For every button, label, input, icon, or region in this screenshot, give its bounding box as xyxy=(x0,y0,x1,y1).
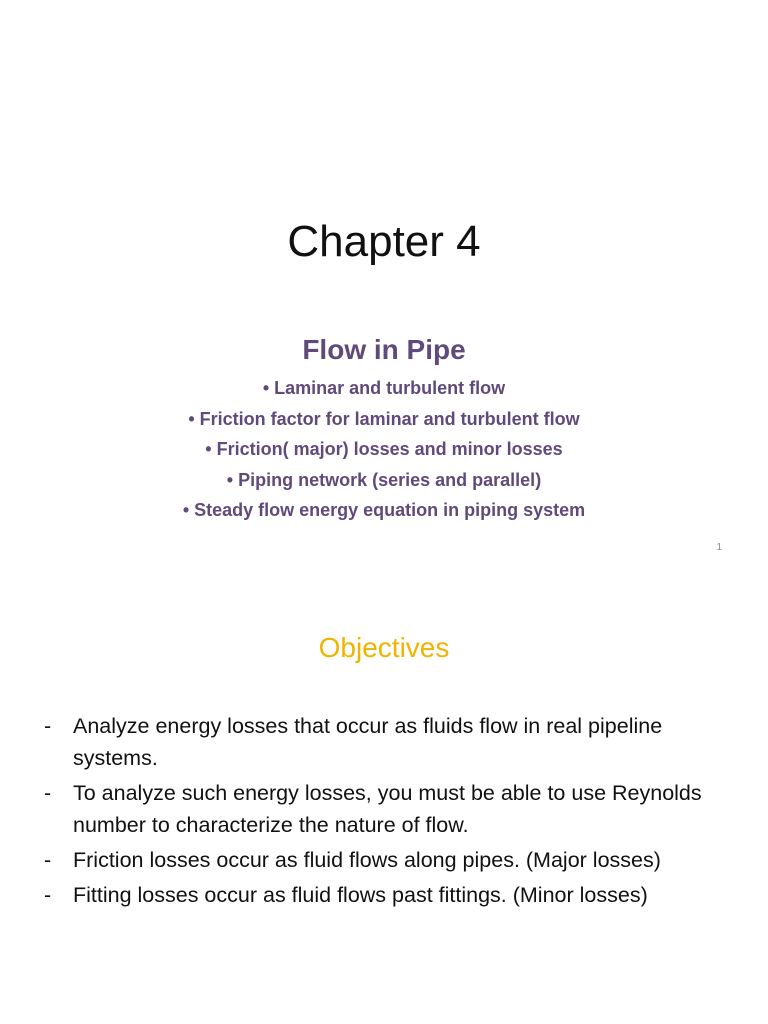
page-number: 1 xyxy=(716,542,722,553)
objectives-title: Objectives xyxy=(318,632,450,663)
dash-bullet: - xyxy=(44,781,52,805)
dash-bullet: - xyxy=(44,883,52,907)
slide-subtitle: Flow in Pipe xyxy=(302,334,466,365)
objective-item xyxy=(44,879,734,911)
topic-list xyxy=(0,373,768,526)
dash-bullet: - xyxy=(44,848,52,872)
objective-item xyxy=(44,710,734,774)
topic-item: • Steady flow energy equation in piping system xyxy=(182,500,586,520)
objective-text: Fitting losses occur as fluid flows past fittings. (Minor losses) xyxy=(73,883,648,907)
chapter-title: Chapter 4 xyxy=(287,217,481,266)
topic-item: • Piping network (series and parallel) xyxy=(226,469,542,490)
topic-item: • Friction( major) losses and minor losses xyxy=(205,439,563,459)
objectives-list xyxy=(44,710,734,914)
objective-text: Analyze energy losses that occur as fluids flow in real pipeline systems. xyxy=(73,714,663,770)
objective-text: To analyze such energy losses, you must be able to use Reynolds number to characterize the nature of flow. xyxy=(73,781,702,837)
dash-bullet: - xyxy=(44,714,52,738)
slide-objectives xyxy=(0,576,768,1024)
objective-item xyxy=(44,844,734,876)
topic-item: • Laminar and turbulent flow xyxy=(262,378,506,398)
topic-item: • Friction factor for laminar and turbulent flow xyxy=(188,408,580,429)
objective-text: Friction losses occur as fluid flows along pipes. (Major losses) xyxy=(73,848,661,872)
objective-item xyxy=(44,777,734,841)
